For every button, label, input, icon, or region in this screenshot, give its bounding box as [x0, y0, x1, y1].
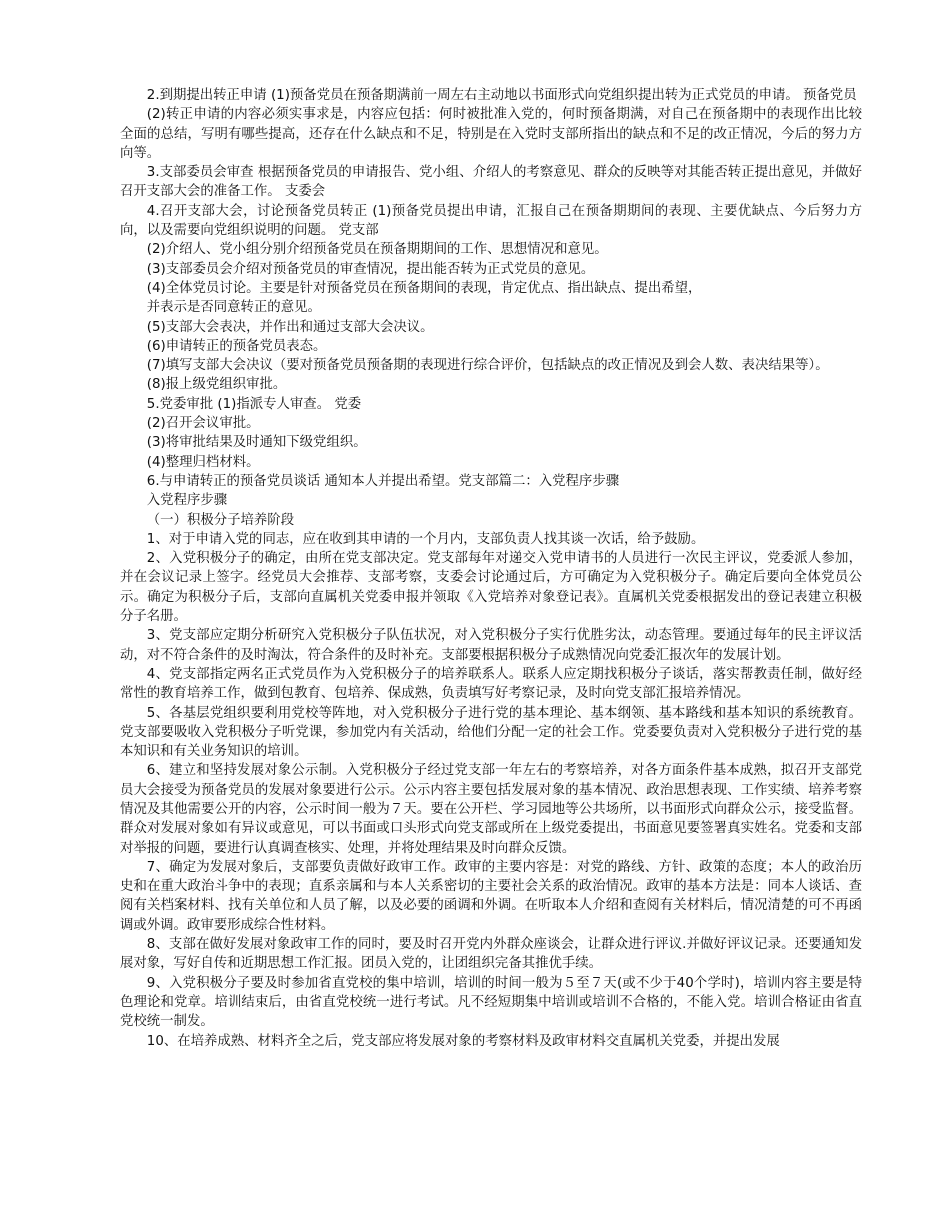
- paragraph: 9、入党积极分子要及时参加省直党校的集中培训，培训的时间一般为５至７天(或不少于40个学时)，培训内容主要是特色理论和党章。培训结束后，由省直党校统一进行考试。凡不经短期集中培训或培训不合格的，不能入党。培训合格证由省直党校统一制发。: [120, 975, 862, 1030]
- paragraph: 10、在培养成熟、材料齐全之后，党支部应将发展对象的考察材料及政审材料交直属机关党委，并提出发展: [146, 1033, 780, 1049]
- paragraph: (2)介绍人、党小组分别介绍预备党员在预备期期间的工作、思想情况和意见。: [146, 242, 608, 258]
- paragraph: 4、党支部指定两名正式党员作为入党积极分子的培养联系人。联系人应定期找积极分子谈话，落实帮教责任制，做好经常性的教育培养工作，做到包教育、包培养、保成熟，负责填写好考察记录，及时向党支部汇报培养情况。: [120, 666, 862, 702]
- paragraph: (6)申请转正的预备党员表态。: [146, 338, 327, 354]
- paragraph: 6、建立和坚持发展对象公示制。入党积极分子经过党支部一年左右的考察培养，对各方面条件基本成熟，拟召开支部党员大会接受为预备党员的发展对象要进行公示。公示内容主要包括发展对象的基本情况、政治思想表现、工作实绩、培养考察情况及其他需要公开的内容，公示时间一般为７天。要在公开栏、学习园地等公共场所，以书面形式向群众公示，接受监督。群众对发展对象如有异议或意见，可以书面或口头形式向党支部或所在上级党委提出，书面意见要签署真实姓名。党委和支部对举报的问题，要进行认真调查核实、处理，并将处理结果及时向群众反馈。: [120, 763, 862, 856]
- paragraph: 入党程序步骤: [146, 493, 228, 509]
- paragraph: (4)全体党员讨论。主要是针对预备党员在预备期间的表现，肯定优点、指出缺点、提出希望，: [146, 280, 702, 296]
- paragraph: (7)填写支部大会决议（要对预备党员预备期的表现进行综合评价，包括缺点的改正情况及到会人数、表决结果等）。: [146, 358, 829, 374]
- paragraph: (3)将审批结果及时通知下级党组织。: [146, 435, 367, 451]
- paragraph: 并表示是否同意转正的意见。: [146, 300, 321, 316]
- paragraph: (2)召开会议审批。: [146, 416, 260, 432]
- paragraph: 2、入党积极分子的确定，由所在党支部决定。党支部每年对递交入党申请书的人员进行一次民主评议，党委派人参加，并在会议记录上签字。经党员大会推荐、支部考察，支委会讨论通过后，方可确定为入党积极分子。确定后要向全体党员公示。确定为积极分子后，支部向直属机关党委申报并领取《入党培养对象登记表》。直属机关党委根据发出的登记表建立积极分子名册。: [120, 551, 862, 625]
- paragraph: 3、党支部应定期分析研究入党积极分子队伍状况，对入党积极分子实行优胜劣汰，动态管理。要通过每年的民主评议活动，对不符合条件的及时淘汰，符合条件的及时补充。支部要根据积极分子成熟情况向党委汇报次年的发展计划。: [120, 628, 862, 663]
- paragraph: (2)转正申请的内容必须实事求是，内容应包括：何时被批准入党的，何时预备期满，对自己在预备期中的表现作出比较全面的总结，写明有哪些提高，还存在什么缺点和不足，特别是在入党时支部所指出的缺点和不足的改正情况，今后的努力方向等。: [120, 107, 862, 161]
- paragraph: 5.党委审批 (1)指派专人审查。 党委: [146, 396, 362, 412]
- paragraph: (8)报上级党组织审批。: [146, 377, 287, 393]
- paragraph: 1、对于申请入党的同志，应在收到其申请的一个月内，支部负责人找其谈一次话，给予鼓励。: [146, 531, 705, 547]
- paragraph: (4)整理归档材料。: [146, 454, 260, 470]
- document-body: [120, 86, 862, 1051]
- paragraph: (5)支部大会表决，并作出和通过支部大会决议。: [146, 319, 434, 335]
- paragraph: 5、各基层党组织要利用党校等阵地，对入党积极分子进行党的基本理论、基本纲领、基本路线和基本知识的系统教育。党支部要吸收入党积极分子听党课，参加党内有关活动，给他们分配一定的社会工作。党委要负责对入党积极分子进行党的基本知识和有关业务知识的培训。: [120, 705, 862, 760]
- paragraph: (3)支部委员会介绍对预备党员的审查情况，提出能否转为正式党员的意见。: [146, 261, 595, 277]
- paragraph: 3.支部委员会审查 根据预备党员的申请报告、党小组、介绍人的考察意见、群众的反映等对其能否转正提出意见，并做好召开支部大会的准备工作。 支委会: [120, 165, 862, 200]
- paragraph: 8、支部在做好发展对象政审工作的同时，要及时召开党内外群众座谈会，让群众进行评议.并做好评议记录。还要通知发展对象，写好自传和近期思想工作汇报。团员入党的，让团组织完备其推优手续。: [120, 937, 862, 972]
- paragraph: 2.到期提出转正申请 (1)预备党员在预备期满前一周左右主动地以书面形式向党组织提出转为正式党员的申请。 预备党员: [146, 88, 857, 103]
- paragraph: （一）积极分子培养阶段: [146, 512, 295, 528]
- paragraph: 7、确定为发展对象后，支部要负责做好政审工作。政审的主要内容是：对党的路线、方针、政策的态度；本人的政治历史和在重大政治斗争中的表现；直系亲属和与本人关系密切的主要社会关系的政治情况。政审的基本方法是：同本人谈话、查阅有关档案材料、找有关单位和人员了解，以及必要的函调和外调。在听取本人介绍和查阅有关材料后，情况清楚的可不再函调或外调。政审要形成综合性材料。: [120, 859, 862, 933]
- paragraph: 4.召开支部大会，讨论预备党员转正 (1)预备党员提出申请，汇报自己在预备期期间的表现、主要优缺点、今后努力方向，以及需要向党组织说明的问题。 党支部: [120, 203, 862, 239]
- paragraph: 6.与申请转正的预备党员谈话 通知本人并提出希望。党支部篇二：入党程序步骤: [146, 473, 620, 489]
